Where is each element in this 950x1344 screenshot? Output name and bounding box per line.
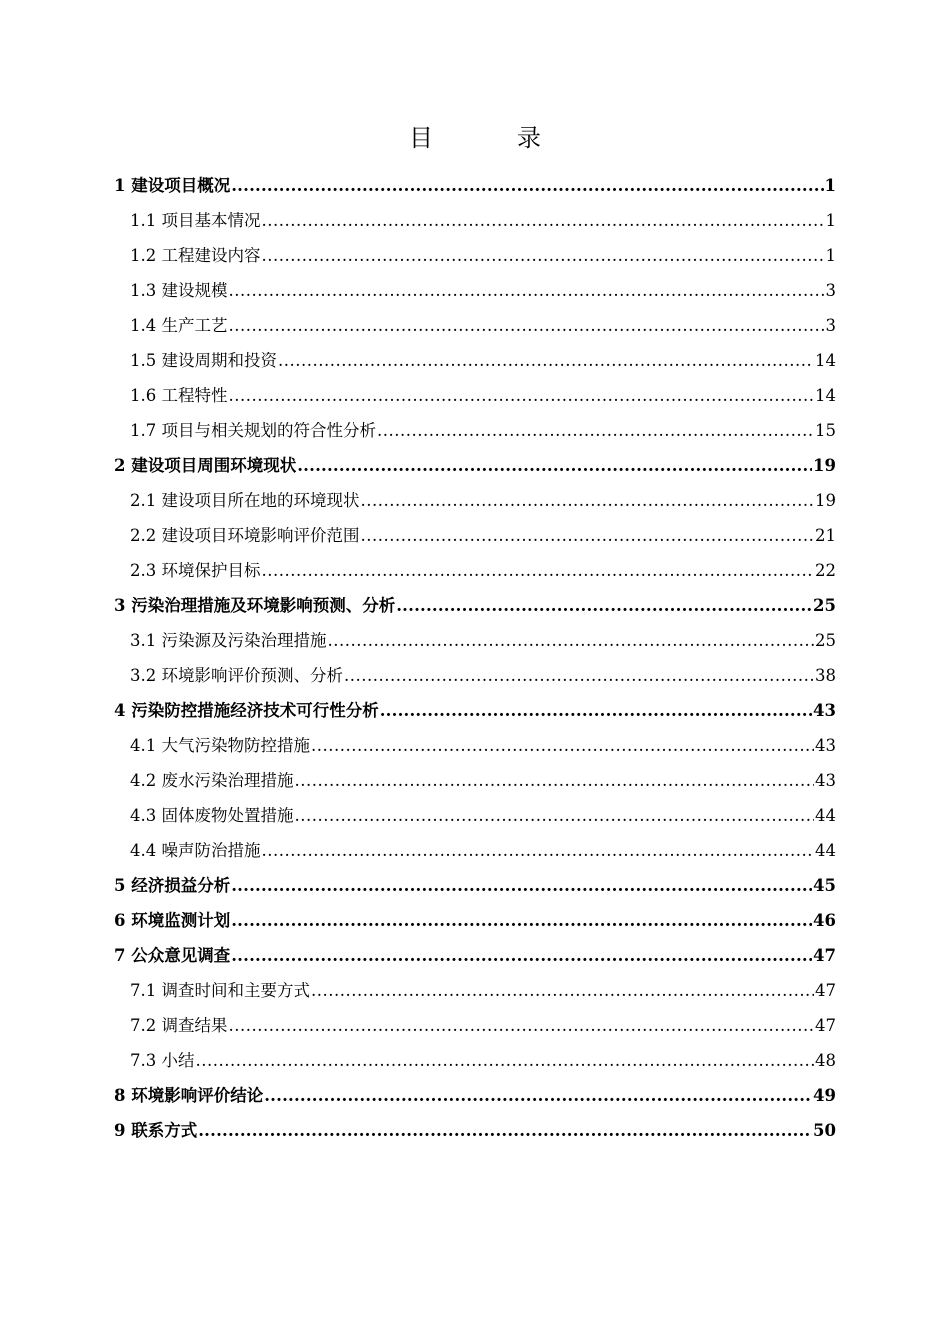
toc-page-number: 3 (825, 316, 836, 335)
toc-page-number: 38 (815, 666, 836, 685)
toc-page-number: 44 (815, 806, 836, 825)
toc-dot-leader (229, 1008, 815, 1043)
toc-page-number: 43 (815, 771, 836, 790)
toc-entry-label: 1.1 项目基本情况 (130, 211, 261, 230)
toc-section-entry[interactable] (114, 238, 836, 273)
toc-page-number: 3 (825, 281, 836, 300)
toc-page-number: 14 (815, 351, 836, 370)
toc-section-entry[interactable] (114, 378, 836, 413)
toc-section-entry[interactable] (114, 973, 836, 1008)
toc-dot-leader (344, 658, 814, 693)
toc-dot-leader (297, 448, 812, 483)
toc-entry-label: 6 环境监测计划 (114, 911, 231, 930)
toc-dot-leader (361, 518, 815, 553)
toc-page-number: 25 (813, 596, 836, 615)
toc-dot-leader (328, 623, 815, 658)
toc-chapter-entry[interactable] (114, 168, 836, 203)
toc-entry-label: 7 公众意见调查 (114, 946, 231, 965)
toc-page-number: 48 (815, 1051, 836, 1070)
toc-entry-label: 1.3 建设规模 (130, 281, 228, 300)
toc-entry-label: 7.3 小结 (130, 1051, 195, 1070)
toc-dot-leader (198, 1113, 812, 1148)
title-char-1: 目 (409, 124, 433, 152)
toc-dot-leader (231, 168, 823, 203)
toc-page-number: 25 (815, 631, 836, 650)
toc-entry-label: 4.2 废水污染治理措施 (130, 771, 294, 790)
toc-entry-label: 2.1 建设项目所在地的环境现状 (130, 491, 360, 510)
toc-entry-label: 3.1 污染源及污染治理措施 (130, 631, 327, 650)
toc-page-number: 14 (815, 386, 836, 405)
toc-chapter-entry[interactable] (114, 938, 836, 973)
toc-dot-leader (262, 553, 815, 588)
toc-chapter-entry[interactable] (114, 693, 836, 728)
toc-page-number: 1 (825, 211, 836, 230)
toc-dot-leader (231, 868, 812, 903)
toc-section-entry[interactable] (114, 728, 836, 763)
toc-entry-label: 1.5 建设周期和投资 (130, 351, 277, 370)
toc-page-number: 47 (815, 981, 836, 1000)
toc-chapter-entry[interactable] (114, 588, 836, 623)
toc-entry-label: 1.2 工程建设内容 (130, 246, 261, 265)
toc-dot-leader (229, 273, 825, 308)
toc-section-entry[interactable] (114, 623, 836, 658)
toc-dot-leader (262, 833, 815, 868)
toc-page-number: 1 (824, 176, 836, 195)
toc-dot-leader (231, 903, 812, 938)
toc-page-number: 49 (813, 1086, 836, 1105)
toc-entry-label: 5 经济损益分析 (114, 876, 231, 895)
title-char-2: 录 (517, 124, 541, 152)
toc-section-entry[interactable] (114, 798, 836, 833)
toc-page-number: 43 (815, 736, 836, 755)
toc-chapter-entry[interactable] (114, 1078, 836, 1113)
toc-entry-label: 4 污染防控措施经济技术可行性分析 (114, 701, 379, 720)
toc-page-number: 46 (813, 911, 836, 930)
toc-page-number: 15 (815, 421, 836, 440)
toc-chapter-entry[interactable] (114, 448, 836, 483)
toc-dot-leader (311, 728, 814, 763)
toc-page-number: 22 (815, 561, 836, 580)
toc-page-number: 47 (813, 946, 836, 965)
toc-entry-label: 4.4 噪声防治措施 (130, 841, 261, 860)
toc-entry-label: 9 联系方式 (114, 1121, 198, 1140)
toc-section-entry[interactable] (114, 273, 836, 308)
toc-dot-leader (377, 413, 814, 448)
toc-section-entry[interactable] (114, 308, 836, 343)
toc-section-entry[interactable] (114, 658, 836, 693)
toc-page-number: 50 (813, 1121, 836, 1140)
toc-entry-label: 7.2 调查结果 (130, 1016, 228, 1035)
toc-section-entry[interactable] (114, 483, 836, 518)
toc-entry-label: 2.2 建设项目环境影响评价范围 (130, 526, 360, 545)
toc-entry-label: 7.1 调查时间和主要方式 (130, 981, 310, 1000)
toc-dot-leader (264, 1078, 812, 1113)
toc-entry-label: 4.1 大气污染物防控措施 (130, 736, 310, 755)
toc-entry-label: 1.4 生产工艺 (130, 316, 228, 335)
toc-dot-leader (262, 238, 825, 273)
toc-dot-leader (311, 973, 814, 1008)
toc-dot-leader (231, 938, 812, 973)
toc-chapter-entry[interactable] (114, 903, 836, 938)
toc-entry-label: 3 污染治理措施及环境影响预测、分析 (114, 596, 396, 615)
toc-section-entry[interactable] (114, 763, 836, 798)
toc-page-number: 47 (815, 1016, 836, 1035)
toc-entry-label: 4.3 固体废物处置措施 (130, 806, 294, 825)
toc-dot-leader (262, 203, 825, 238)
page-title (0, 120, 950, 156)
toc-entry-label: 2.3 环境保护目标 (130, 561, 261, 580)
toc-section-entry[interactable] (114, 203, 836, 238)
toc-section-entry[interactable] (114, 1043, 836, 1078)
toc-entry-label: 8 环境影响评价结论 (114, 1086, 264, 1105)
toc-entry-label: 2 建设项目周围环境现状 (114, 456, 297, 475)
toc-section-entry[interactable] (114, 518, 836, 553)
toc-entry-label: 1 建设项目概况 (114, 176, 231, 195)
toc-dot-leader (278, 343, 814, 378)
toc-page-number: 19 (813, 456, 836, 475)
toc-page-number: 45 (813, 876, 836, 895)
toc-section-entry[interactable] (114, 413, 836, 448)
toc-page-number: 43 (813, 701, 836, 720)
toc-dot-leader (229, 308, 825, 343)
toc-dot-leader (295, 763, 815, 798)
toc-chapter-entry[interactable] (114, 1113, 836, 1148)
toc-dot-leader (229, 378, 815, 413)
toc-section-entry[interactable] (114, 1008, 836, 1043)
toc-entry-label: 3.2 环境影响评价预测、分析 (130, 666, 343, 685)
toc-dot-leader (396, 588, 812, 623)
toc-dot-leader (380, 693, 812, 728)
toc-page-number: 21 (815, 526, 836, 545)
toc-page-number: 1 (825, 246, 836, 265)
toc-chapter-entry[interactable] (114, 868, 836, 903)
table-of-contents (114, 168, 836, 1148)
toc-dot-leader (196, 1043, 815, 1078)
toc-entry-label: 1.7 项目与相关规划的符合性分析 (130, 421, 376, 440)
toc-section-entry[interactable] (114, 833, 836, 868)
toc-dot-leader (295, 798, 815, 833)
toc-section-entry[interactable] (114, 343, 836, 378)
toc-page-number: 44 (815, 841, 836, 860)
toc-entry-label: 1.6 工程特性 (130, 386, 228, 405)
toc-dot-leader (361, 483, 815, 518)
toc-page-number: 19 (815, 491, 836, 510)
toc-section-entry[interactable] (114, 553, 836, 588)
